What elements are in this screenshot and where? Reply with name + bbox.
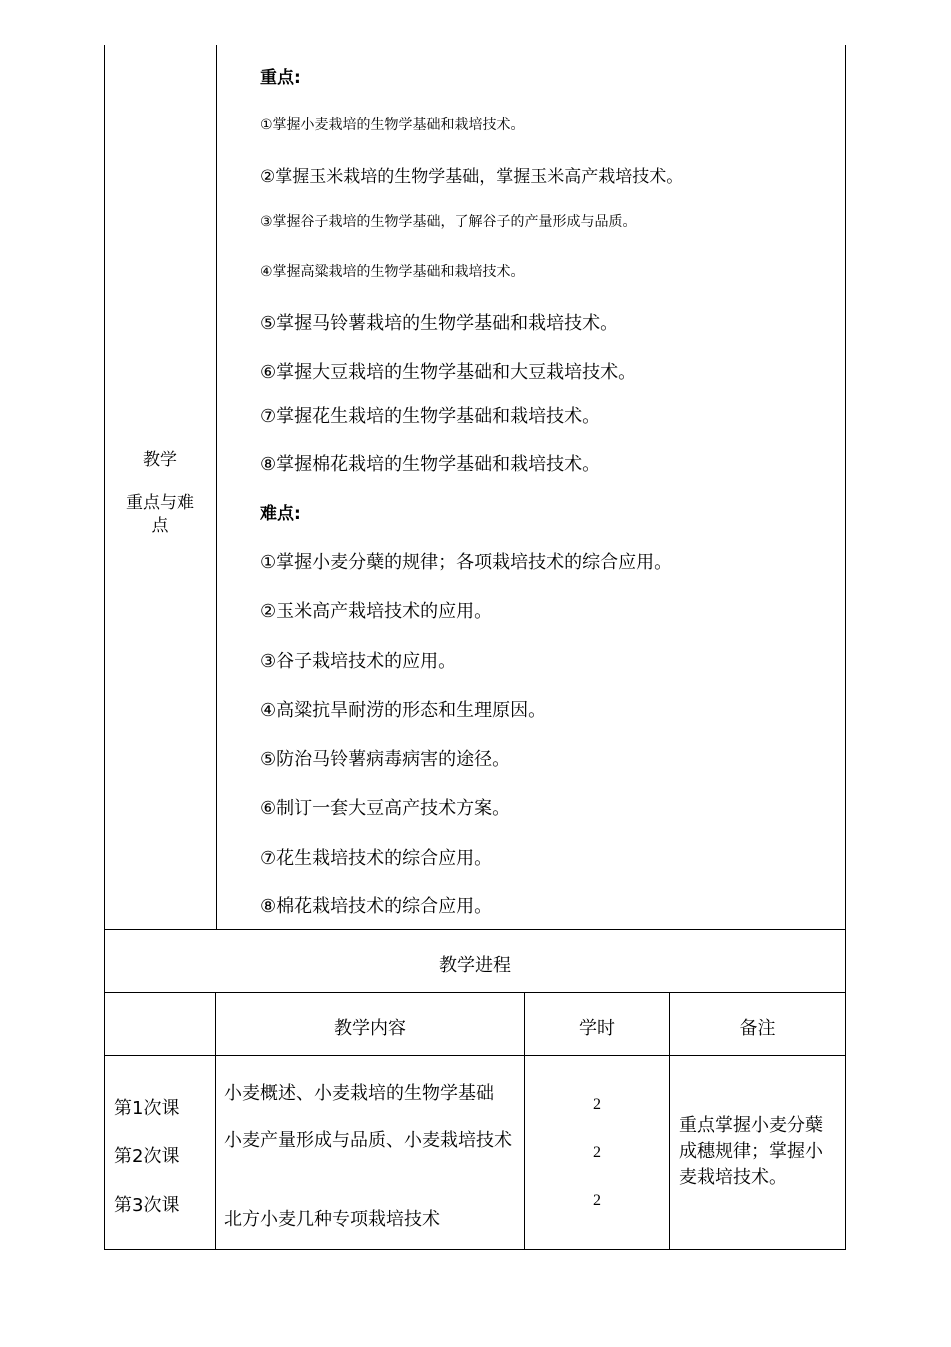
lesson-hours: 2 — [593, 1096, 601, 1113]
difficult-point-item: ⑧棉花栽培技术的综合应用。 — [260, 896, 493, 917]
lesson-label: 第3次课 — [114, 1195, 180, 1216]
lesson-content: 小麦产量形成与品质、小麦栽培技术 — [224, 1130, 512, 1151]
header-notes: 备注 — [739, 1018, 776, 1039]
lesson-hours: 2 — [593, 1192, 601, 1209]
difficult-point-item: ⑥制订一套大豆高产技术方案。 — [260, 798, 511, 819]
difficult-point-item: ②玉米高产栽培技术的应用。 — [260, 601, 493, 622]
key-points-title: 重点: — [260, 68, 301, 88]
lesson-hours: 2 — [593, 1144, 601, 1161]
difficult-points-title: 难点: — [260, 504, 301, 524]
left-label-line2: 重点与难 — [126, 493, 194, 513]
header-hours: 学时 — [579, 1018, 615, 1039]
table-border-right — [845, 45, 846, 1250]
key-point-item: ⑤掌握马铃薯栽培的生物学基础和栽培技术。 — [260, 313, 619, 334]
header-content: 教学内容 — [334, 1018, 406, 1039]
difficult-point-item: ③谷子栽培技术的应用。 — [260, 651, 457, 672]
difficult-point-item: ⑤防治马铃薯病毒病害的途径。 — [260, 749, 511, 770]
difficult-point-item: ①掌握小麦分蘖的规律；各项栽培技术的综合应用。 — [260, 552, 673, 573]
progress-title: 教学进程 — [439, 955, 511, 976]
key-point-item: ⑦掌握花生栽培的生物学基础和栽培技术。 — [260, 406, 601, 427]
table-border-left — [104, 45, 105, 1250]
left-label-line3: 点 — [151, 516, 169, 536]
lesson-label: 第2次课 — [114, 1146, 180, 1167]
lesson-content: 小麦概述、小麦栽培的生物学基础 — [224, 1083, 494, 1104]
row-divider-progress-title-top — [104, 929, 846, 930]
difficult-point-item: ⑦花生栽培技术的综合应用。 — [260, 848, 493, 869]
key-point-item: ①掌握小麦栽培的生物学基础和栽培技术。 — [260, 117, 525, 133]
lesson-note: 重点掌握小麦分蘖成穗规律；掌握小麦栽培技术。 — [679, 1115, 823, 1188]
difficult-point-item: ④高粱抗旱耐涝的形态和生理原因。 — [260, 700, 547, 721]
lesson-label: 第1次课 — [114, 1098, 180, 1119]
key-point-item: ④掌握高粱栽培的生物学基础和栽培技术。 — [260, 264, 525, 280]
left-label-line1: 教学 — [143, 450, 177, 470]
lesson-content: 北方小麦几种专项栽培技术 — [224, 1209, 440, 1230]
key-point-item: ⑧掌握棉花栽培的生物学基础和栽培技术。 — [260, 454, 601, 475]
key-point-item: ⑥掌握大豆栽培的生物学基础和大豆栽培技术。 — [260, 362, 637, 383]
key-point-item: ③掌握谷子栽培的生物学基础，了解谷子的产量形成与品质。 — [260, 214, 637, 230]
top-section-divider — [216, 45, 217, 930]
key-point-item: ②掌握玉米栽培的生物学基础，掌握玉米高产栽培技术。 — [260, 167, 684, 187]
